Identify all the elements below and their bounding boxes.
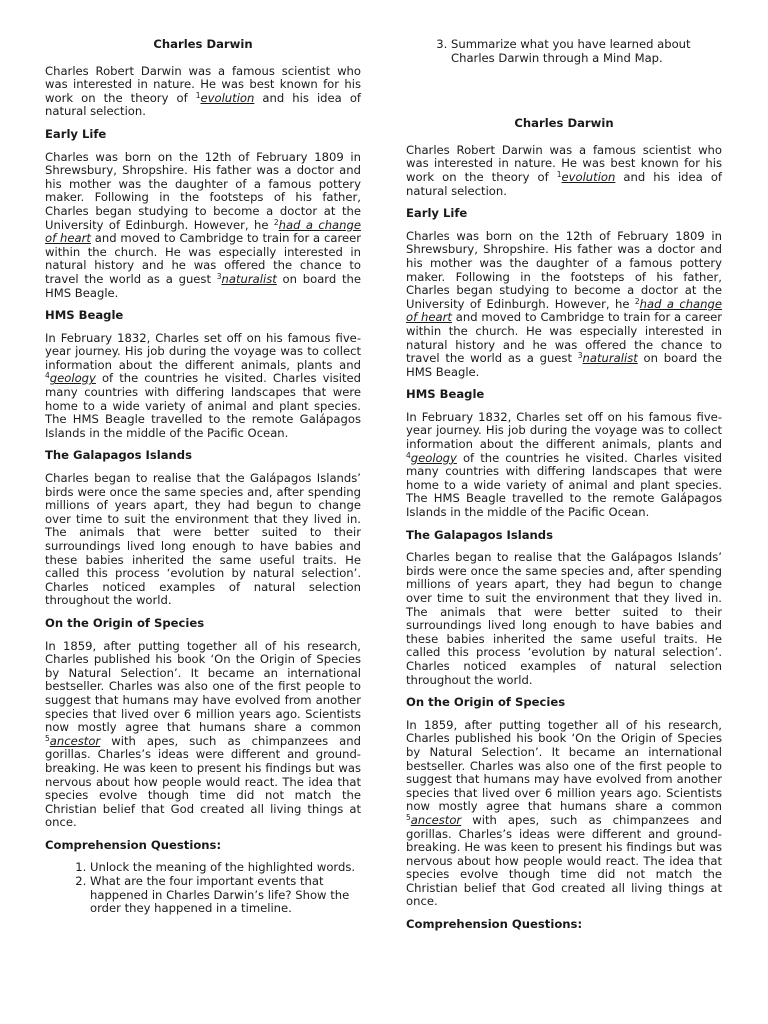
footnote-ref: 2 xyxy=(273,217,279,227)
galapagos-paragraph-copy: Charles began to realise that the Galápagos Islands’ birds were once the same species and, after spending millions of years apart, they had begun to change over time to suit the environment that they lived in. The animals that were better suited to their surroundings lived long enough to have babies and these babies inherited the same useful traits. He called this process ‘evolution by natural selection’. Charles noticed examples of natural selection throughout the world. xyxy=(406,550,722,687)
intro-text-end: and his idea of natural selection. xyxy=(45,90,362,119)
question-item: 3. Summarize what you have learned about Charles Darwin through a Mind Map. xyxy=(451,38,722,65)
origin-text: In 1859, after putting together all of his research, Charles published his book ‘On the Origin of Species by Natural Selection’. It became an international bestseller. Charles was also one of the first people to suggest that humans may have evolved from another species that lived over 6 million years ago. Scientists now mostly agree that humans share a common xyxy=(45,638,361,735)
page-title: Charles Darwin xyxy=(153,37,253,51)
left-column xyxy=(45,38,361,916)
hms-beagle-paragraph xyxy=(45,332,361,441)
keyword-change-of-heart: had a change of heart xyxy=(45,217,361,246)
early-life-text-3: on board the HMS Beagle. xyxy=(45,271,361,300)
heading-hms-beagle-copy: HMS Beagle xyxy=(406,387,485,402)
hms-beagle-text: In February 1832, Charles set off on his famous five-year journey. His job during the voyage was to collect information about the different animals, plants and xyxy=(45,330,361,372)
origin-text-2: with apes, such as chimpanzees and gorillas. Charles’s ideas were different and ground-breaking. He was keen to present his findings but was nervous about how people would react. The idea that species evolve though time did not match the Christian belief that God created all living things at once. xyxy=(45,733,361,830)
early-life-paragraph-copy xyxy=(406,230,722,380)
origin-paragraph xyxy=(45,640,361,830)
intro-text-end: and his idea of natural selection. xyxy=(406,169,723,198)
hms-beagle-paragraph-copy xyxy=(406,411,722,520)
heading-galapagos: The Galapagos Islands xyxy=(45,448,192,463)
early-life-text: Charles was born on the 12th of February 1809 in Shrewsbury, Shropshire. His father was a doctor and his mother was the daughter of a famous pottery maker. Following in the footsteps of his father, Charles began studying to become a doctor at the University of Edinburgh. However, he xyxy=(45,149,361,232)
galapagos-paragraph: Charles began to realise that the Galápagos Islands’ birds were once the same species and, after spending millions of years apart, they had begun to change over time to suit the environment that they lived in. The animals that were better suited to their surroundings lived long enough to have babies and these babies inherited the same useful traits. He called this process ‘evolution by natural selection’. Charles noticed examples of natural selection throughout the world. xyxy=(45,471,361,608)
heading-origin-copy: On the Origin of Species xyxy=(406,695,566,710)
keyword-change-of-heart: had a change of heart xyxy=(406,296,722,325)
footnote-ref: 5 xyxy=(45,733,50,743)
footnote-ref: 1 xyxy=(556,169,562,179)
footnote-ref: 3 xyxy=(577,351,583,361)
questions-heading: Comprehension Questions: xyxy=(45,837,222,852)
heading-early-life-copy: Early Life xyxy=(406,206,468,221)
footnote-ref: 3 xyxy=(216,271,222,281)
origin-paragraph-copy xyxy=(406,719,722,909)
footnote-ref: 5 xyxy=(406,812,411,822)
intro-text: Charles Robert Darwin was a famous scientist who was interested in nature. He was best known for his work on the theory of xyxy=(45,63,361,105)
heading-origin: On the Origin of Species xyxy=(45,615,205,630)
keyword-ancestor: ancestor xyxy=(49,733,101,748)
intro-paragraph xyxy=(45,65,361,119)
keyword-geology: geology xyxy=(410,450,457,465)
keyword-naturalist: naturalist xyxy=(582,351,638,366)
page-title-copy: Charles Darwin xyxy=(514,116,614,131)
keyword-geology: geology xyxy=(49,371,96,386)
keyword-evolution: evolution xyxy=(200,90,255,105)
intro-text: Charles Robert Darwin was a famous scientist who was interested in nature. He was best known for his work on the theory of xyxy=(406,142,722,184)
right-column xyxy=(406,38,722,941)
footnote-ref: 4 xyxy=(45,371,50,381)
heading-hms-beagle: HMS Beagle xyxy=(45,308,124,323)
origin-text-2: with apes, such as chimpanzees and gorillas. Charles’s ideas were different and ground-breaking. He was keen to present his findings but was nervous about how people would react. The idea that species evolve though time did not match the Christian belief that God created all living things at once. xyxy=(406,812,722,909)
keyword-evolution: evolution xyxy=(561,169,616,184)
keyword-naturalist: naturalist xyxy=(221,271,277,286)
heading-galapagos-copy: The Galapagos Islands xyxy=(406,527,553,542)
questions-heading-copy: Comprehension Questions: xyxy=(406,917,583,932)
footnote-ref: 4 xyxy=(406,450,411,460)
footnote-ref: 1 xyxy=(195,90,201,100)
question-item: 1. Unlock the meaning of the highlighted words. xyxy=(90,861,361,875)
early-life-paragraph xyxy=(45,151,361,301)
early-life-text-3: on board the HMS Beagle. xyxy=(406,351,722,379)
questions-list xyxy=(45,861,361,915)
footnote-ref: 2 xyxy=(634,296,640,306)
origin-text: In 1859, after putting together all of his research, Charles published his book ‘On the Origin of Species by Natural Selection’. It became an international bestseller. Charles was also one of the first people to suggest that humans may have evolved from another species that lived over 6 million years ago. Scientists now mostly agree that humans share a common xyxy=(406,717,722,814)
questions-continued xyxy=(406,38,722,65)
early-life-text-2: and moved to Cambridge to train for a career within the church. He was especially interested in natural history and he was offered the chance to travel the world as a guest xyxy=(406,310,723,366)
heading-early-life: Early Life xyxy=(45,126,107,141)
question-item: 2. What are the four important events that happened in Charles Darwin’s life? Show the order they happened in a timeline. xyxy=(90,875,361,916)
intro-paragraph-copy xyxy=(406,144,722,198)
questions-list-continued xyxy=(406,38,722,65)
early-life-text-2: and moved to Cambridge to train for a career within the church. He was especially interested in natural history and he was offered the chance to travel the world as a guest xyxy=(45,231,362,286)
hms-beagle-text-2: of the countries he visited. Charles visited many countries with differing landscapes that were home to a wide variety of animal and plant species. The HMS Beagle travelled to the remote Galápagos Islands in the middle of the Pacific Ocean. xyxy=(406,450,722,520)
hms-beagle-text-2: of the countries he visited. Charles visited many countries with differing landscapes that were home to a wide variety of animal and plant species. The HMS Beagle travelled to the remote Galápagos Islands in the middle of the Pacific Ocean. xyxy=(45,371,361,440)
hms-beagle-text: In February 1832, Charles set off on his famous five-year journey. His job during the voyage was to collect information about the different animals, plants and xyxy=(406,409,722,452)
keyword-ancestor: ancestor xyxy=(410,812,462,827)
early-life-text: Charles was born on the 12th of February 1809 in Shrewsbury, Shropshire. His father was a doctor and his mother was the daughter of a famous pottery maker. Following in the footsteps of his father, Charles began studying to become a doctor at the University of Edinburgh. However, he xyxy=(406,228,722,311)
